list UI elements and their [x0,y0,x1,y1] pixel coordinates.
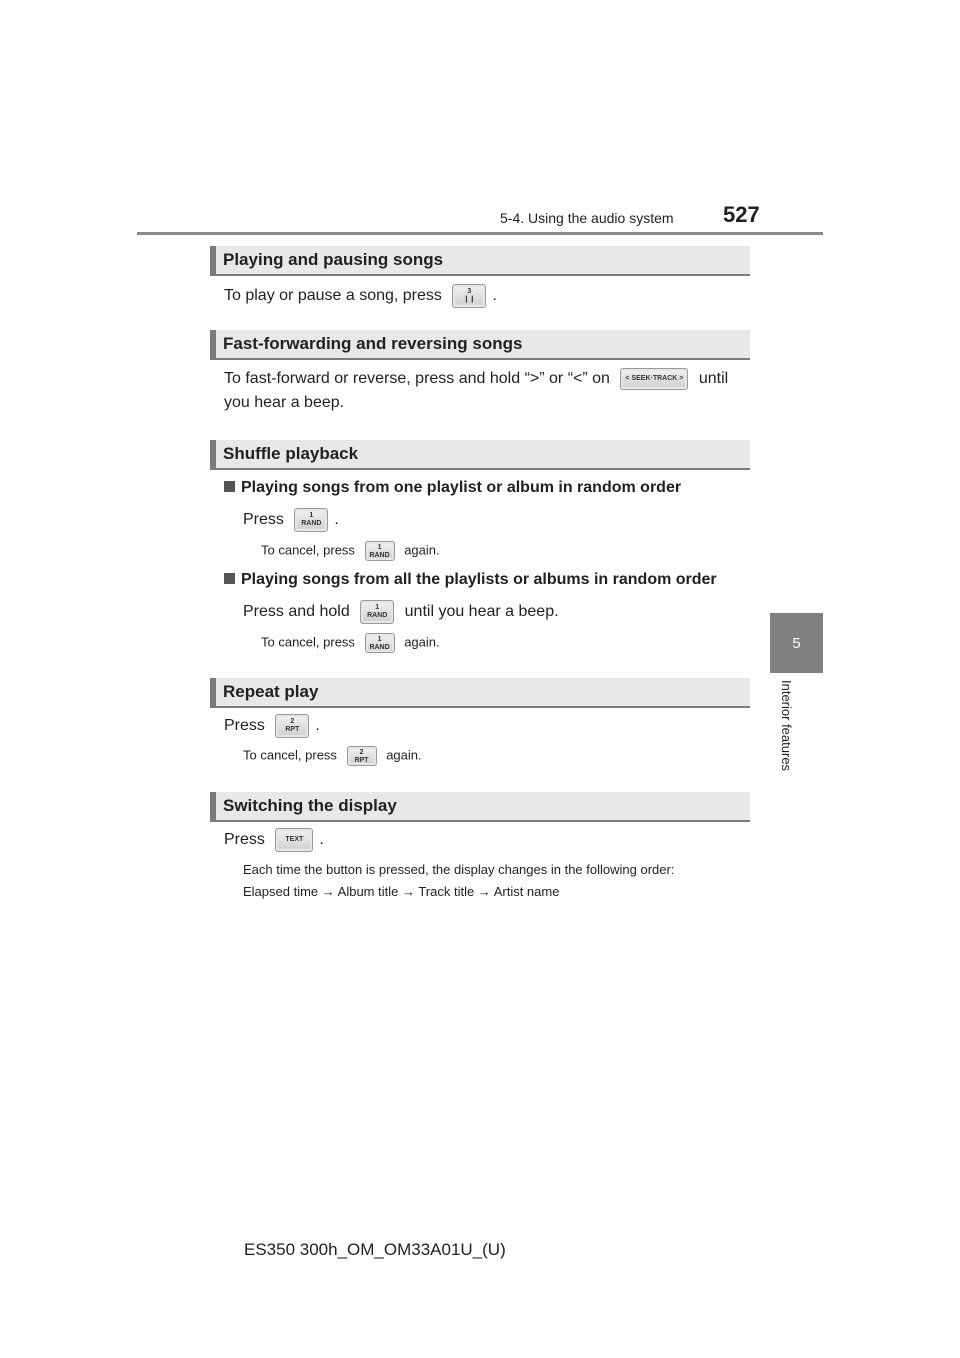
footer-doc-id: ES350 300h_OM_OM33A01U_(U) [244,1240,506,1259]
header-rule [137,232,823,235]
section-heading-ff-rev: Fast-forwarding and reversing songs [210,330,750,360]
section-header: 5-4. Using the audio system [500,210,674,226]
square-bullet-icon [224,573,235,584]
page-number: 527 [723,202,760,227]
shuffle-item1-cancel: To cancel, press 1 RAND again. [261,542,440,559]
shuffle-item2-cancel: To cancel, press 1 RAND again. [261,634,440,651]
ff-rev-instruction: To fast-forward or reverse, press and hold “>” or “<” on < SEEK·TRACK > until [224,368,748,390]
seek-track-button-icon: < SEEK·TRACK > [620,368,688,390]
ff-rev-instruction-line2: you hear a beep. [224,394,345,411]
play-pause-button-icon: 3 ❙❙ [452,284,486,308]
square-bullet-icon [224,481,235,492]
shuffle-item1-heading: Playing songs from one playlist or album in random order [224,479,681,497]
section-heading-repeat: Repeat play [210,678,750,708]
display-description-line2: Elapsed time → Album title → Track title → Artist name [243,884,560,899]
chapter-tab [770,613,823,673]
chapter-title-vertical [778,680,794,790]
repeat-press: Press 2 RPT . [224,714,320,738]
chapter-number: 5 [792,634,801,652]
display-press: Press TEXT . [224,828,324,852]
display-description-line1: Each time the button is pressed, the display changes in the following order: [243,862,675,877]
rpt-button-icon: 2 RPT [275,714,309,738]
shuffle-item2-press: Press and hold 1 RAND until you hear a beep. [243,600,559,624]
rand-button-icon: 1 RAND [365,541,395,561]
rand-button-icon: 1 RAND [365,633,395,653]
shuffle-item2-heading: Playing songs from all the playlists or albums in random order [224,571,717,589]
repeat-cancel: To cancel, press 2 RPT again. [243,747,422,764]
rpt-button-icon: 2 RPT [347,746,377,766]
section-heading-shuffle: Shuffle playback [210,440,750,470]
chapter-title: Interior features [779,680,794,772]
shuffle-item1-press: Press 1 RAND . [243,508,339,532]
section-heading-display: Switching the display [210,792,750,822]
play-pause-instruction: To play or pause a song, press 3 ❙❙ . [224,284,497,308]
rand-button-icon: 1 RAND [360,600,394,624]
section-heading-play-pause: Playing and pausing songs [210,246,750,276]
rand-button-icon: 1 RAND [294,508,328,532]
text-button-icon: TEXT [275,828,313,852]
